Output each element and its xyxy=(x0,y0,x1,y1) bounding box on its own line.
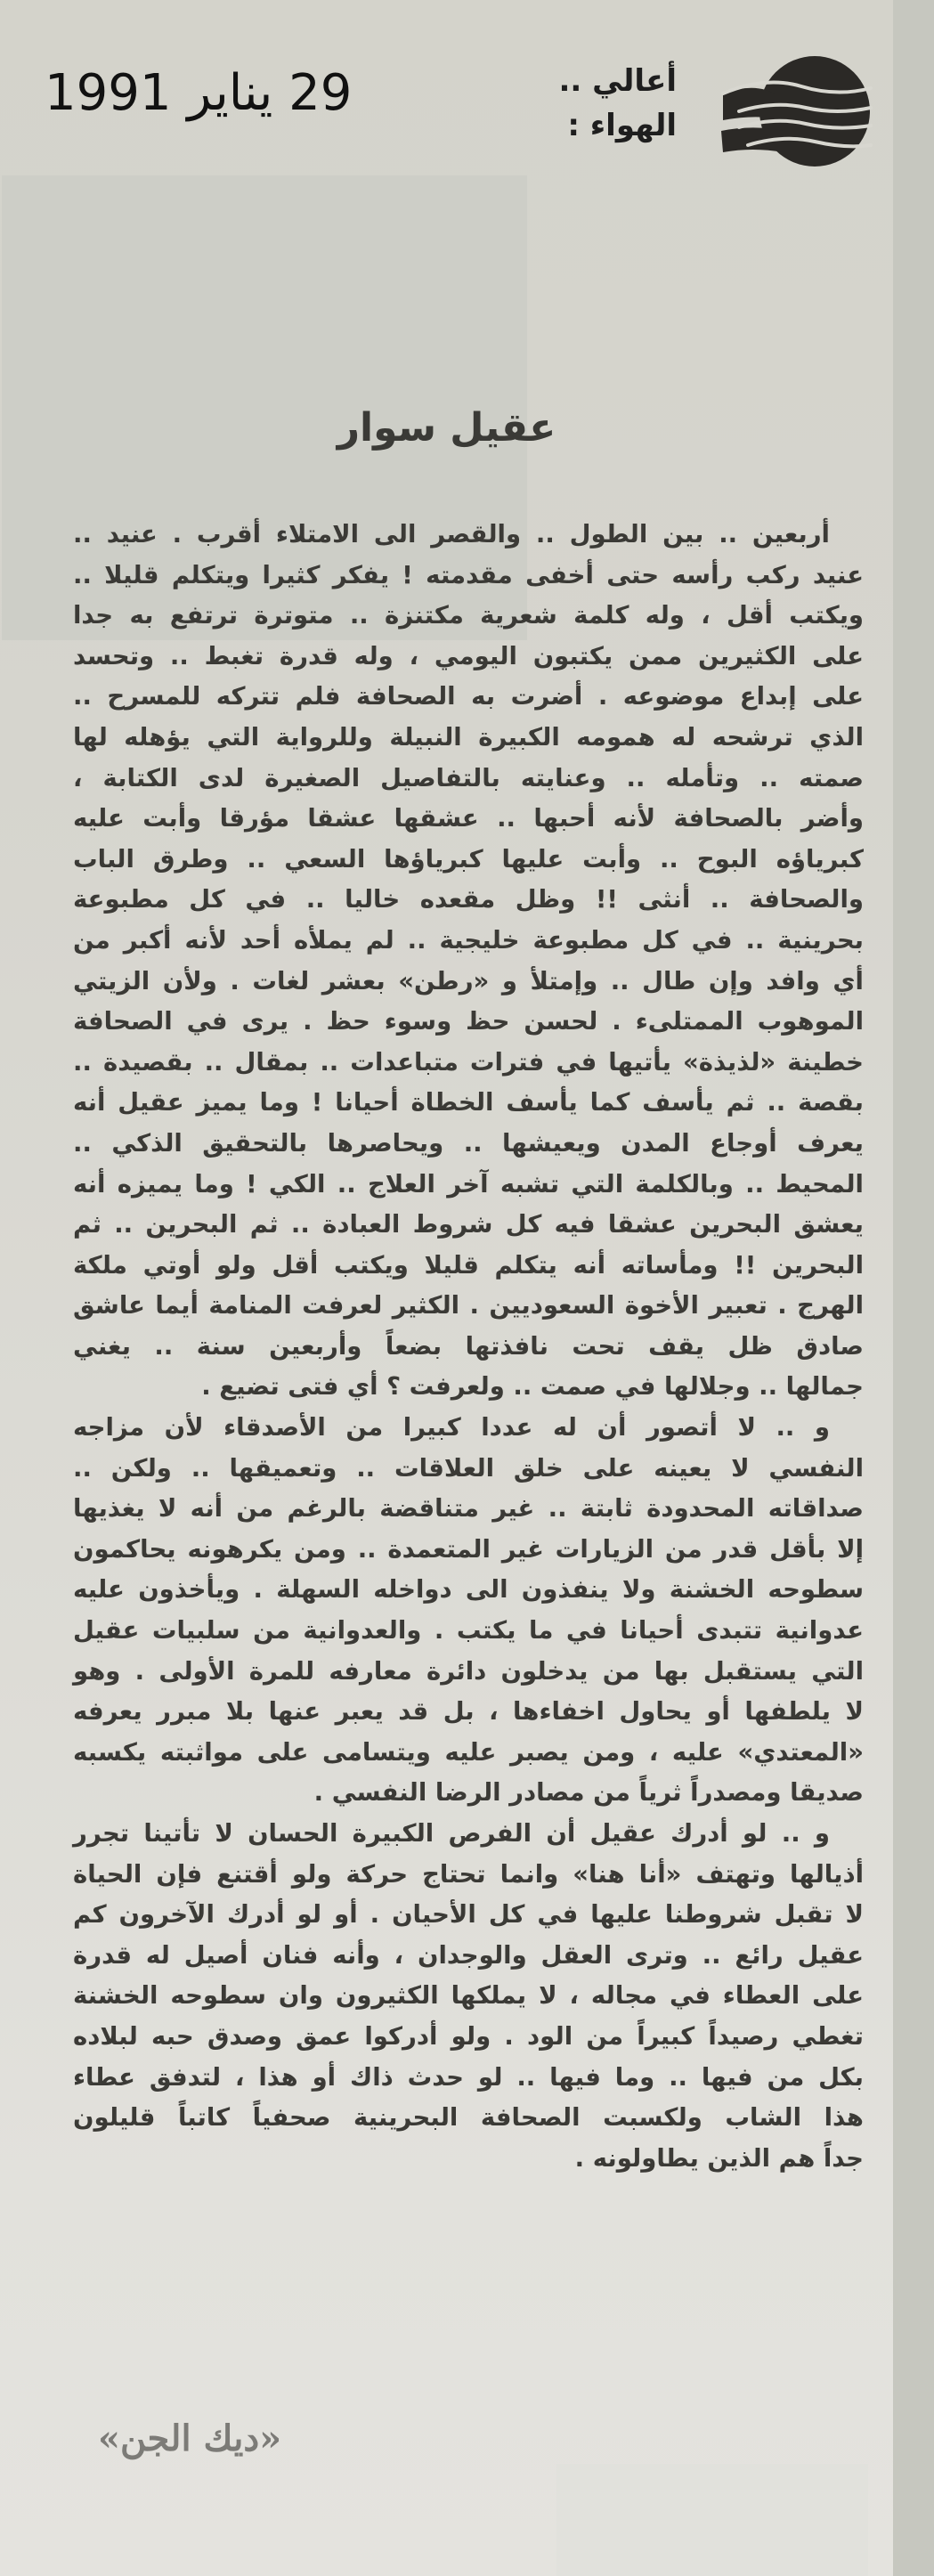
column-label xyxy=(558,59,677,148)
text-line: عقيل رائع .. وترى العقل والوجدان ، وأنه فنان أصيل له قدرة xyxy=(73,1940,864,1970)
text-line: سطوحه الخشنة ولا ينفذون الى دواخله السهلة . ويأخذون عليه xyxy=(73,1575,864,1605)
text-line: صمته .. وتأمله .. وعنايته بالتفاصيل الصغيرة لدى الكتابة ، xyxy=(73,763,864,792)
text-line: كبرياؤه البوح .. وأبت عليها كبرياؤها السعي .. وطرق الباب xyxy=(73,844,864,874)
paragraph-1 xyxy=(73,515,864,1408)
text-line: صادق ظل يقف تحت نافذتها بضعاً وأربعين سنة .. يغني xyxy=(73,1331,864,1361)
text-line: تغطي رصيداً كبيراً من الود . ولو أدركوا عمق وصدق حبه لبلاده xyxy=(73,2021,864,2051)
text-line: النفسي لا يعينه على خلق العلاقات .. وتعميقها .. ولكن .. xyxy=(73,1453,864,1483)
text-line: والصحافة .. أنثى !! وظل مقعده خاليا .. في كل مطبوعة xyxy=(73,885,864,914)
column-label-line-2: الهواء : xyxy=(567,108,677,143)
text-line: عدوانية تتبدى أحيانا في ما يكتب . والعدوانية من سلبيات عقيل xyxy=(73,1616,864,1646)
paragraph-3 xyxy=(73,1814,864,2179)
text-line: البحرين !! ومأساته أنه يتكلم قليلا ويكتب أقل ولو أوتي ملكة xyxy=(73,1250,864,1280)
text-line: على العطاء في مجاله ، لا يملكها الكثيرون وان سطوحه الخشنة xyxy=(73,1981,864,2011)
text-line: أذيالها وتهتف «أنا هنا» وانما تحتاج حركة ولو أقتنع فإن الحياة xyxy=(73,1859,864,1889)
text-line: يعشق البحرين عشقا فيه كل شروط العبادة .. ثم البحرين .. ثم xyxy=(73,1210,864,1239)
text-line: جمالها .. وجلالها في صمت .. ولعرفت ؟ أي فتى تضيع . xyxy=(201,1372,864,1402)
article-body xyxy=(73,515,864,2179)
text-line: يعرف أوجاع المدن ويعيشها .. ويحاصرها بالتحقيق الذكي .. xyxy=(73,1128,864,1158)
text-line: بحرينية .. في كل مطبوعة خليجية .. لم يملأه أحد لأنه أكبر من xyxy=(73,925,864,955)
text-line: على إبداع موضوعه . أضرت به الصحافة فلم تتركه للمسرح .. xyxy=(73,682,864,711)
wave-sphere-logo-icon xyxy=(712,49,873,174)
paragraph-2 xyxy=(73,1408,864,1814)
text-line: المحيط .. وبالكلمة التي تشبه آخر العلاج .. الكي ! وما يميزه أنه xyxy=(73,1169,864,1199)
page-edge-strip xyxy=(893,0,934,2576)
text-line: و .. لا أتصور أن له عددا كبيرا من الأصدقاء لأن مزاجه xyxy=(73,1413,830,1442)
text-line: عنيد ركب رأسه حتى أخفى مقدمته ! يفكر كثيرا ويتكلم قليلا .. xyxy=(73,560,864,589)
column-label-line-1: أعالي .. xyxy=(558,63,677,99)
author-signature: «ديك الجن» xyxy=(98,2418,282,2459)
text-line: خطينة «لذيذة» يأتيها في فترات متباعدات .. بمقال .. بقصيدة .. xyxy=(73,1047,864,1077)
text-line: صديقا ومصدراً ثرياً من مصادر الرضا النفسي . xyxy=(313,1778,864,1808)
text-line: لا يلطفها أو يحاول اخفاءها ، بل قد يعبر عنها بلا مبرر يعرفه xyxy=(73,1697,864,1727)
publication-date: 29 يناير 1991 xyxy=(45,64,353,122)
text-line: صداقاته المحدودة ثابتة .. غير متناقضة بالرغم من أنه لا يغذيها xyxy=(73,1494,864,1524)
text-line: بقصة .. ثم يأسف كما يأسف الخطاة أحيانا ! وما يميز عقيل أنه xyxy=(73,1088,864,1117)
text-line: ويكتب أقل ، وله كلمة شعرية مكتنزة .. متوترة ترتفع به جدا xyxy=(73,601,864,630)
text-line: على الكثيرين ممن يكتبون اليومي ، وله قدرة تغبط .. وتحسد xyxy=(73,641,864,670)
text-line: جداً هم الذين يطاولونه . xyxy=(574,2143,864,2173)
blank-area-bottom xyxy=(556,2464,868,2576)
text-line: الموهوب الممتلىء . لحسن حظ وسوء حظ . يرى في الصحافة xyxy=(73,1007,864,1036)
text-line: إلا بأقل قدر من الزيارات غير المتعمدة .. ومن يكرهونه يحاكمون xyxy=(73,1534,864,1564)
text-line: و .. لو أدرك عقيل أن الفرص الكبيرة الحسان لا تأتينا تجرر xyxy=(73,1819,830,1848)
text-line: «المعتدي» عليه ، ومن يصبر عليه ويتسامى على مواثبته يكسبه xyxy=(73,1737,864,1767)
text-line: أربعين .. بين الطول .. والقصر الى الامتلاء أقرب . عنيد .. xyxy=(73,520,830,549)
text-line: التي يستقبل بها من يدخلون دائرة معارفه للمرة الأولى . وهو xyxy=(73,1656,864,1686)
text-line: الذي ترشحه له همومه الكبيرة النبيلة وللرواية التي يؤهله لها xyxy=(73,722,864,752)
text-line: أي وافد وإن طال .. وإمتلأ و «رطن» بعشر لغات . ولأن الزيتي xyxy=(73,966,864,995)
text-line: وأضر بالصحافة لأنه أحبها .. عشقها عشقا مؤرقا وأبت عليه xyxy=(73,804,864,833)
text-line: بكل من فيها .. وما فيها .. لو حدث ذاك أو هذا ، لتدفق عطاء xyxy=(73,2062,864,2092)
article-title: عقيل سوار xyxy=(337,405,556,451)
text-line: هذا الشاب ولكسبت الصحافة البحرينية صحفياً كاتباً قليلون xyxy=(73,2103,864,2133)
text-line: لا تقبل شروطنا عليها في كل الأحيان . أو لو أدرك الآخرون كم xyxy=(73,1900,864,1930)
text-line: الهرج . تعبير الأخوة السعوديين . الكثير لعرفت المنامة أيما عاشق xyxy=(73,1291,864,1321)
